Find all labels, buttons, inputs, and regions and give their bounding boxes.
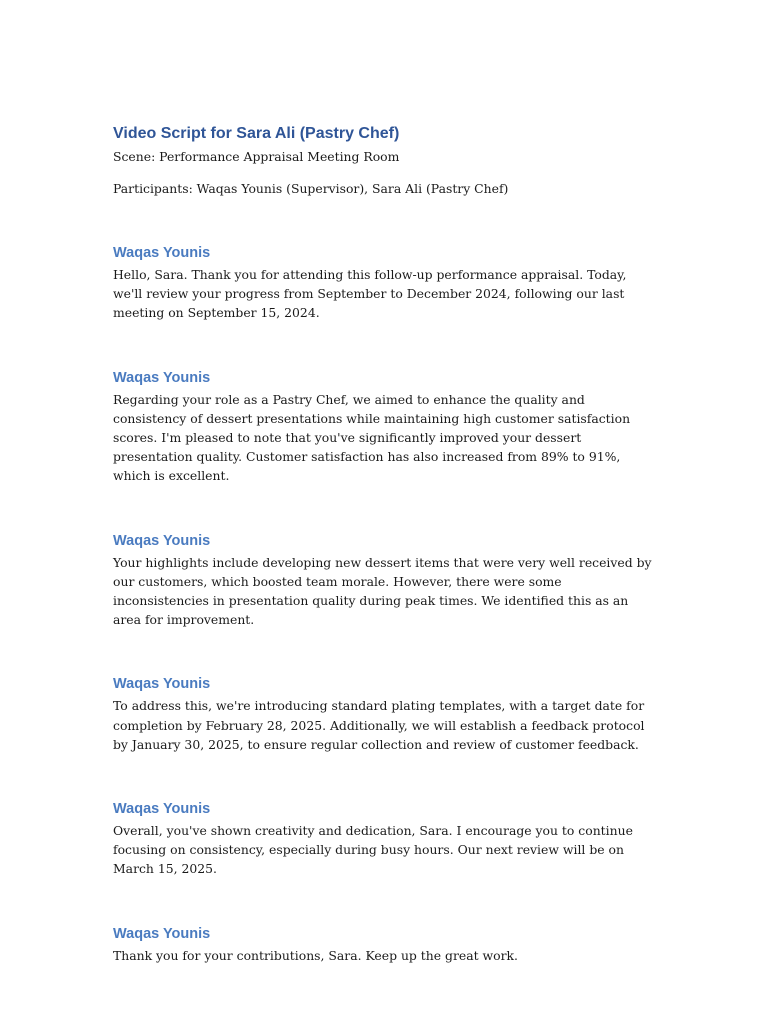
script-section (113, 531, 653, 630)
speaker-heading: Waqas Younis (113, 532, 211, 549)
speaker-heading: Waqas Younis (113, 369, 211, 386)
script-section (113, 924, 653, 965)
dialogue-paragraph: Your highlights include developing new dessert items that were very well received by our customers, which boosted team morale. However, there were some inconsistencies in presentation quality during peak times. We identified this as an area for improvement. (113, 554, 652, 628)
script-section (113, 674, 653, 754)
dialogue-paragraph: Regarding your role as a Pastry Chef, we aimed to enhance the quality and consistency of dessert presentations while maintaining high customer satisfaction scores. I'm pleased to note that you've significantly improved your dessert presentation quality. Customer satisfaction has also increased from 89% to 91%, which is excellent. (113, 391, 631, 484)
document-body (113, 123, 653, 965)
document-title: Video Script for Sara Ali (Pastry Chef) (113, 125, 400, 142)
speaker-heading: Waqas Younis (113, 245, 211, 261)
dialogue-paragraph: Hello, Sara. Thank you for attending this follow-up performance appraisal. Today, we'll review your progress from September to December 2024, following our last meeting on September 15, 2024. (113, 267, 627, 321)
dialogue-paragraph: Overall, you've shown creativity and dedication, Sara. I encourage you to continue focusing on consistency, especially during busy hours. Our next review will be on March 15, 2025. (113, 823, 633, 877)
script-section (113, 368, 653, 486)
scene-line: Scene: Performance Appraisal Meeting Room (113, 149, 400, 164)
dialogue-paragraph: Thank you for your contributions, Sara. Keep up the great work. (113, 947, 518, 963)
participants-line: Participants: Waqas Younis (Supervisor), Sara Ali (Pastry Chef) (113, 181, 509, 196)
script-section (113, 243, 653, 323)
dialogue-paragraph: To address this, we're introducing standard plating templates, with a target date for completion by February 28, 2025. Additionally, we will establish a feedback protocol by January 30, 2025, to ensure regular collection and review of customer feedback. (113, 698, 645, 752)
speaker-heading: Waqas Younis (113, 925, 211, 942)
speaker-heading: Waqas Younis (113, 801, 211, 818)
speaker-heading: Waqas Younis (113, 676, 211, 693)
script-section (113, 799, 653, 879)
